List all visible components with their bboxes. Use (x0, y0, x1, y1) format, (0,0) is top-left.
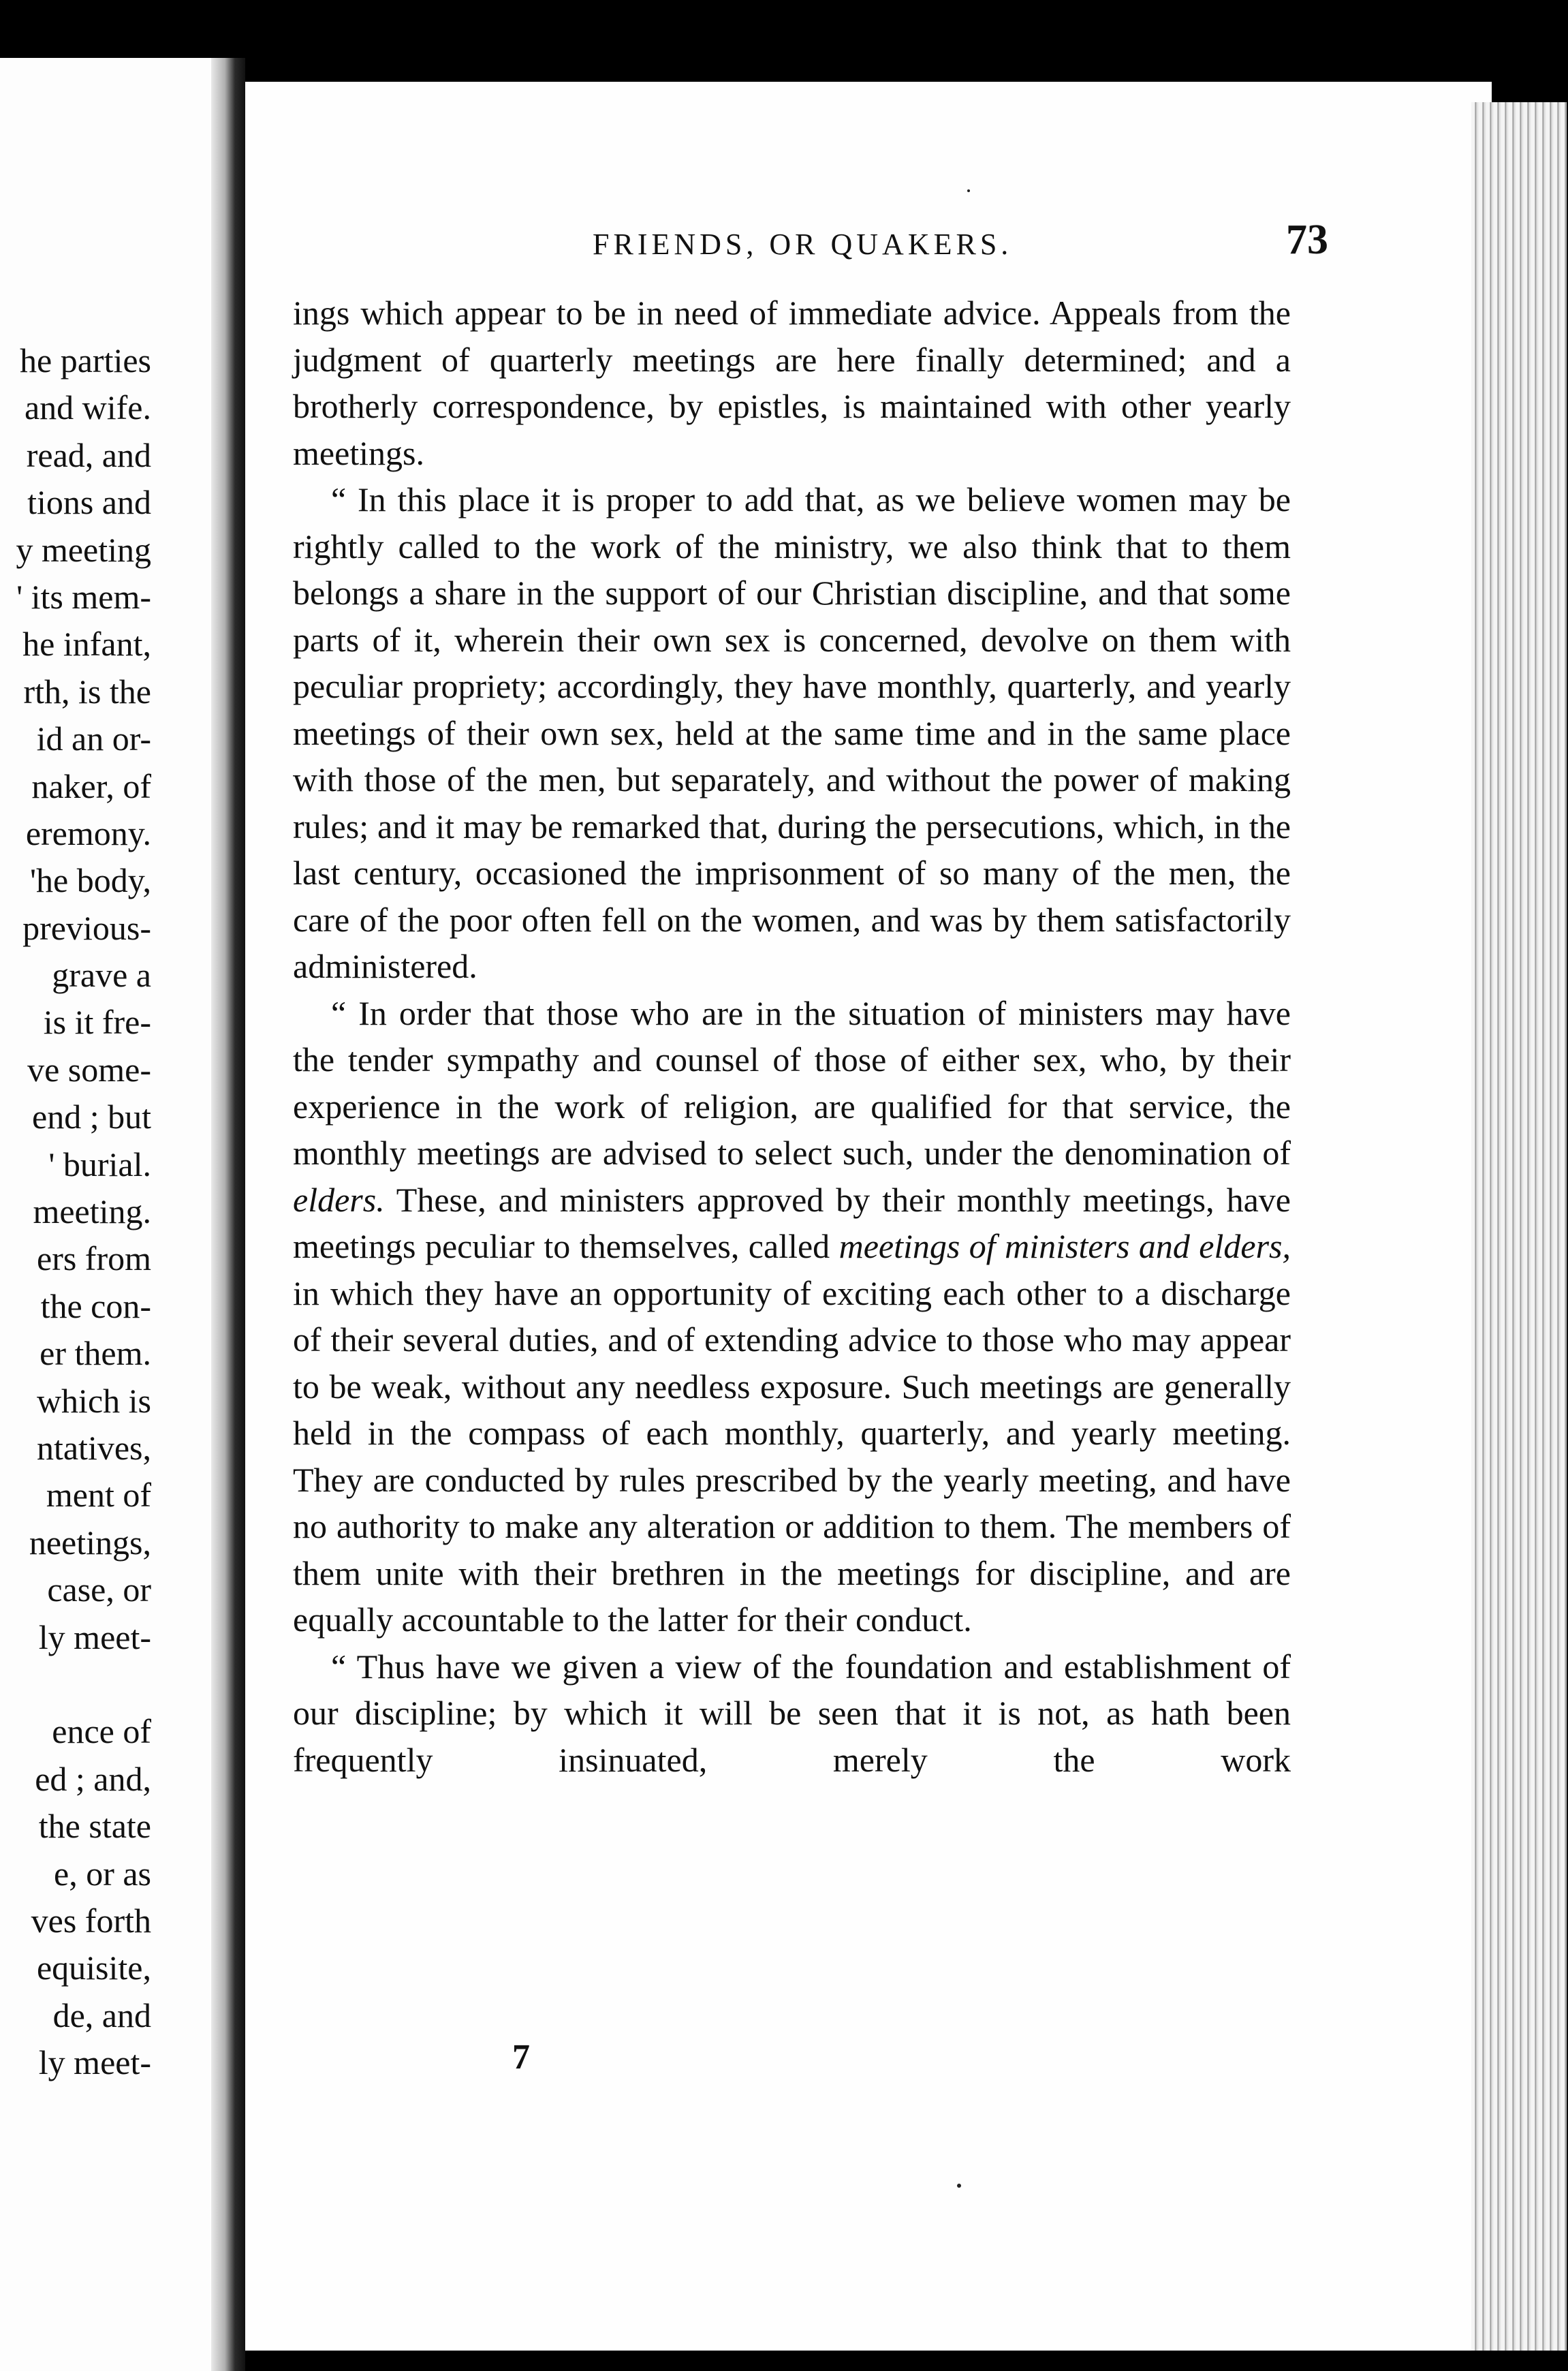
running-head: FRIENDS, OR QUAKERS. (593, 228, 1013, 261)
left-line: end ; but (32, 1098, 151, 1136)
left-line: he infant, (22, 625, 151, 664)
page-number: 73 (1286, 217, 1328, 263)
italic-term: meetings of ministers and elders, (838, 1227, 1291, 1265)
paragraph-text: ings which appear to be in need of immediate advice. Appeals from the judgment of quarterly meetings are here finally determined; and a brotherly correspondence, by epistles, is maintained with other yearly meetings. (293, 294, 1291, 472)
paragraph-text: “ In order that those who are in the situation of ministers may have the tender sympathy and counsel of those of either sex, who, by their experience in the work of religion, are qualified for that service, the monthly meetings are advised to select such, under the denomination of (293, 993, 1291, 1172)
left-line: naker, of (31, 766, 151, 805)
left-line: ed ; and, (35, 1759, 151, 1798)
print-speck (967, 189, 970, 192)
paragraph (293, 290, 1291, 476)
paragraph-text: in which they have an opportunity of exciting each other to a discharge of their several duties, and of extending advice to those who may appear to be weak, without any needless exposure. Such meetings are generally held in the compass of each monthly, quarterly, and yearly meeting. They are conducted by rules prescribed by the yearly meeting, and have no authority to make any alteration or addition to them. The members of them unite with their brethren in the meetings for discipline, and are equally accountable to the latter for their conduct. (293, 1273, 1291, 1639)
paragraph-text: These, and ministers approved by their monthly meetings, have meetings peculiar to themselves, called (293, 1180, 1291, 1265)
italic-term: elders. (293, 1180, 385, 1219)
left-line: grave a (52, 956, 151, 995)
left-line: previous- (22, 908, 151, 947)
print-speck (957, 2184, 961, 2188)
paragraph (293, 1643, 1291, 1784)
left-line: ' its mem- (16, 577, 151, 616)
left-line: y meeting (16, 530, 151, 569)
body-text (293, 290, 1291, 1783)
left-line: de, and (52, 1996, 151, 2034)
left-page (0, 58, 211, 2371)
left-line: is it fre- (43, 1003, 151, 1042)
left-line (0, 1661, 151, 1708)
left-line: neetings, (29, 1523, 151, 1562)
left-line: ment of (46, 1476, 151, 1515)
left-line: and wife. (24, 388, 151, 427)
left-line: ence of (52, 1712, 151, 1751)
page-header (593, 217, 1328, 269)
left-line: read, and (26, 435, 151, 474)
left-line: tions and (27, 483, 151, 522)
paragraph-text: “ In this place it is proper to add that, as we believe women may be rightly called to the work of the ministry, we also think that to them belongs a share in the support of our Christian discipline, and that some parts of it, wherein their own sex is concerned, devolve on them with peculiar propriety; accordingly, they have monthly, quarterly, and yearly meetings of their own sex, held at the same time and in the same place with those of the men, but separately, and without the power of making rules; and it may be remarked that, during the persecutions, which, in the last century, occasioned the imprisonment of so many of the men, the care of the poor often fell on the women, and was by them satisfactorily administered. (293, 480, 1291, 985)
left-line: id an or- (36, 719, 151, 758)
page-edges (1471, 102, 1567, 2351)
left-line: ' burial. (48, 1145, 151, 1183)
left-line: 'he body, (30, 861, 151, 900)
left-line: meeting. (33, 1192, 151, 1231)
signature-mark: 7 (512, 2038, 530, 2077)
paragraph (293, 990, 1291, 1643)
left-line: er them. (40, 1334, 151, 1373)
left-line: ly meet- (38, 1617, 151, 1656)
left-line: ves forth (31, 1901, 151, 1940)
paragraph-text: “ Thus have we given a view of the foundation and establishment of our discipline; by which it will be seen that it is not, as hath been frequently insinuated, merely the work (293, 1647, 1291, 1779)
left-line: case, or (47, 1570, 151, 1609)
left-line: rth, is the (23, 672, 151, 711)
left-line: eremony. (25, 813, 151, 852)
left-line: ve some- (27, 1050, 151, 1089)
left-line: ly meet- (38, 2043, 151, 2082)
left-line: e, or as (54, 1854, 151, 1893)
left-line: the con- (40, 1286, 151, 1325)
paragraph (293, 476, 1291, 990)
left-line: which is (36, 1381, 151, 1420)
left-line: ers from (37, 1239, 151, 1278)
left-line: ntatives, (36, 1428, 151, 1467)
left-line: he parties (20, 341, 151, 379)
left-line: equisite, (36, 1949, 151, 1987)
left-page-text (0, 337, 151, 2086)
left-line: the state (38, 1807, 151, 1846)
book-gutter (211, 58, 245, 2371)
